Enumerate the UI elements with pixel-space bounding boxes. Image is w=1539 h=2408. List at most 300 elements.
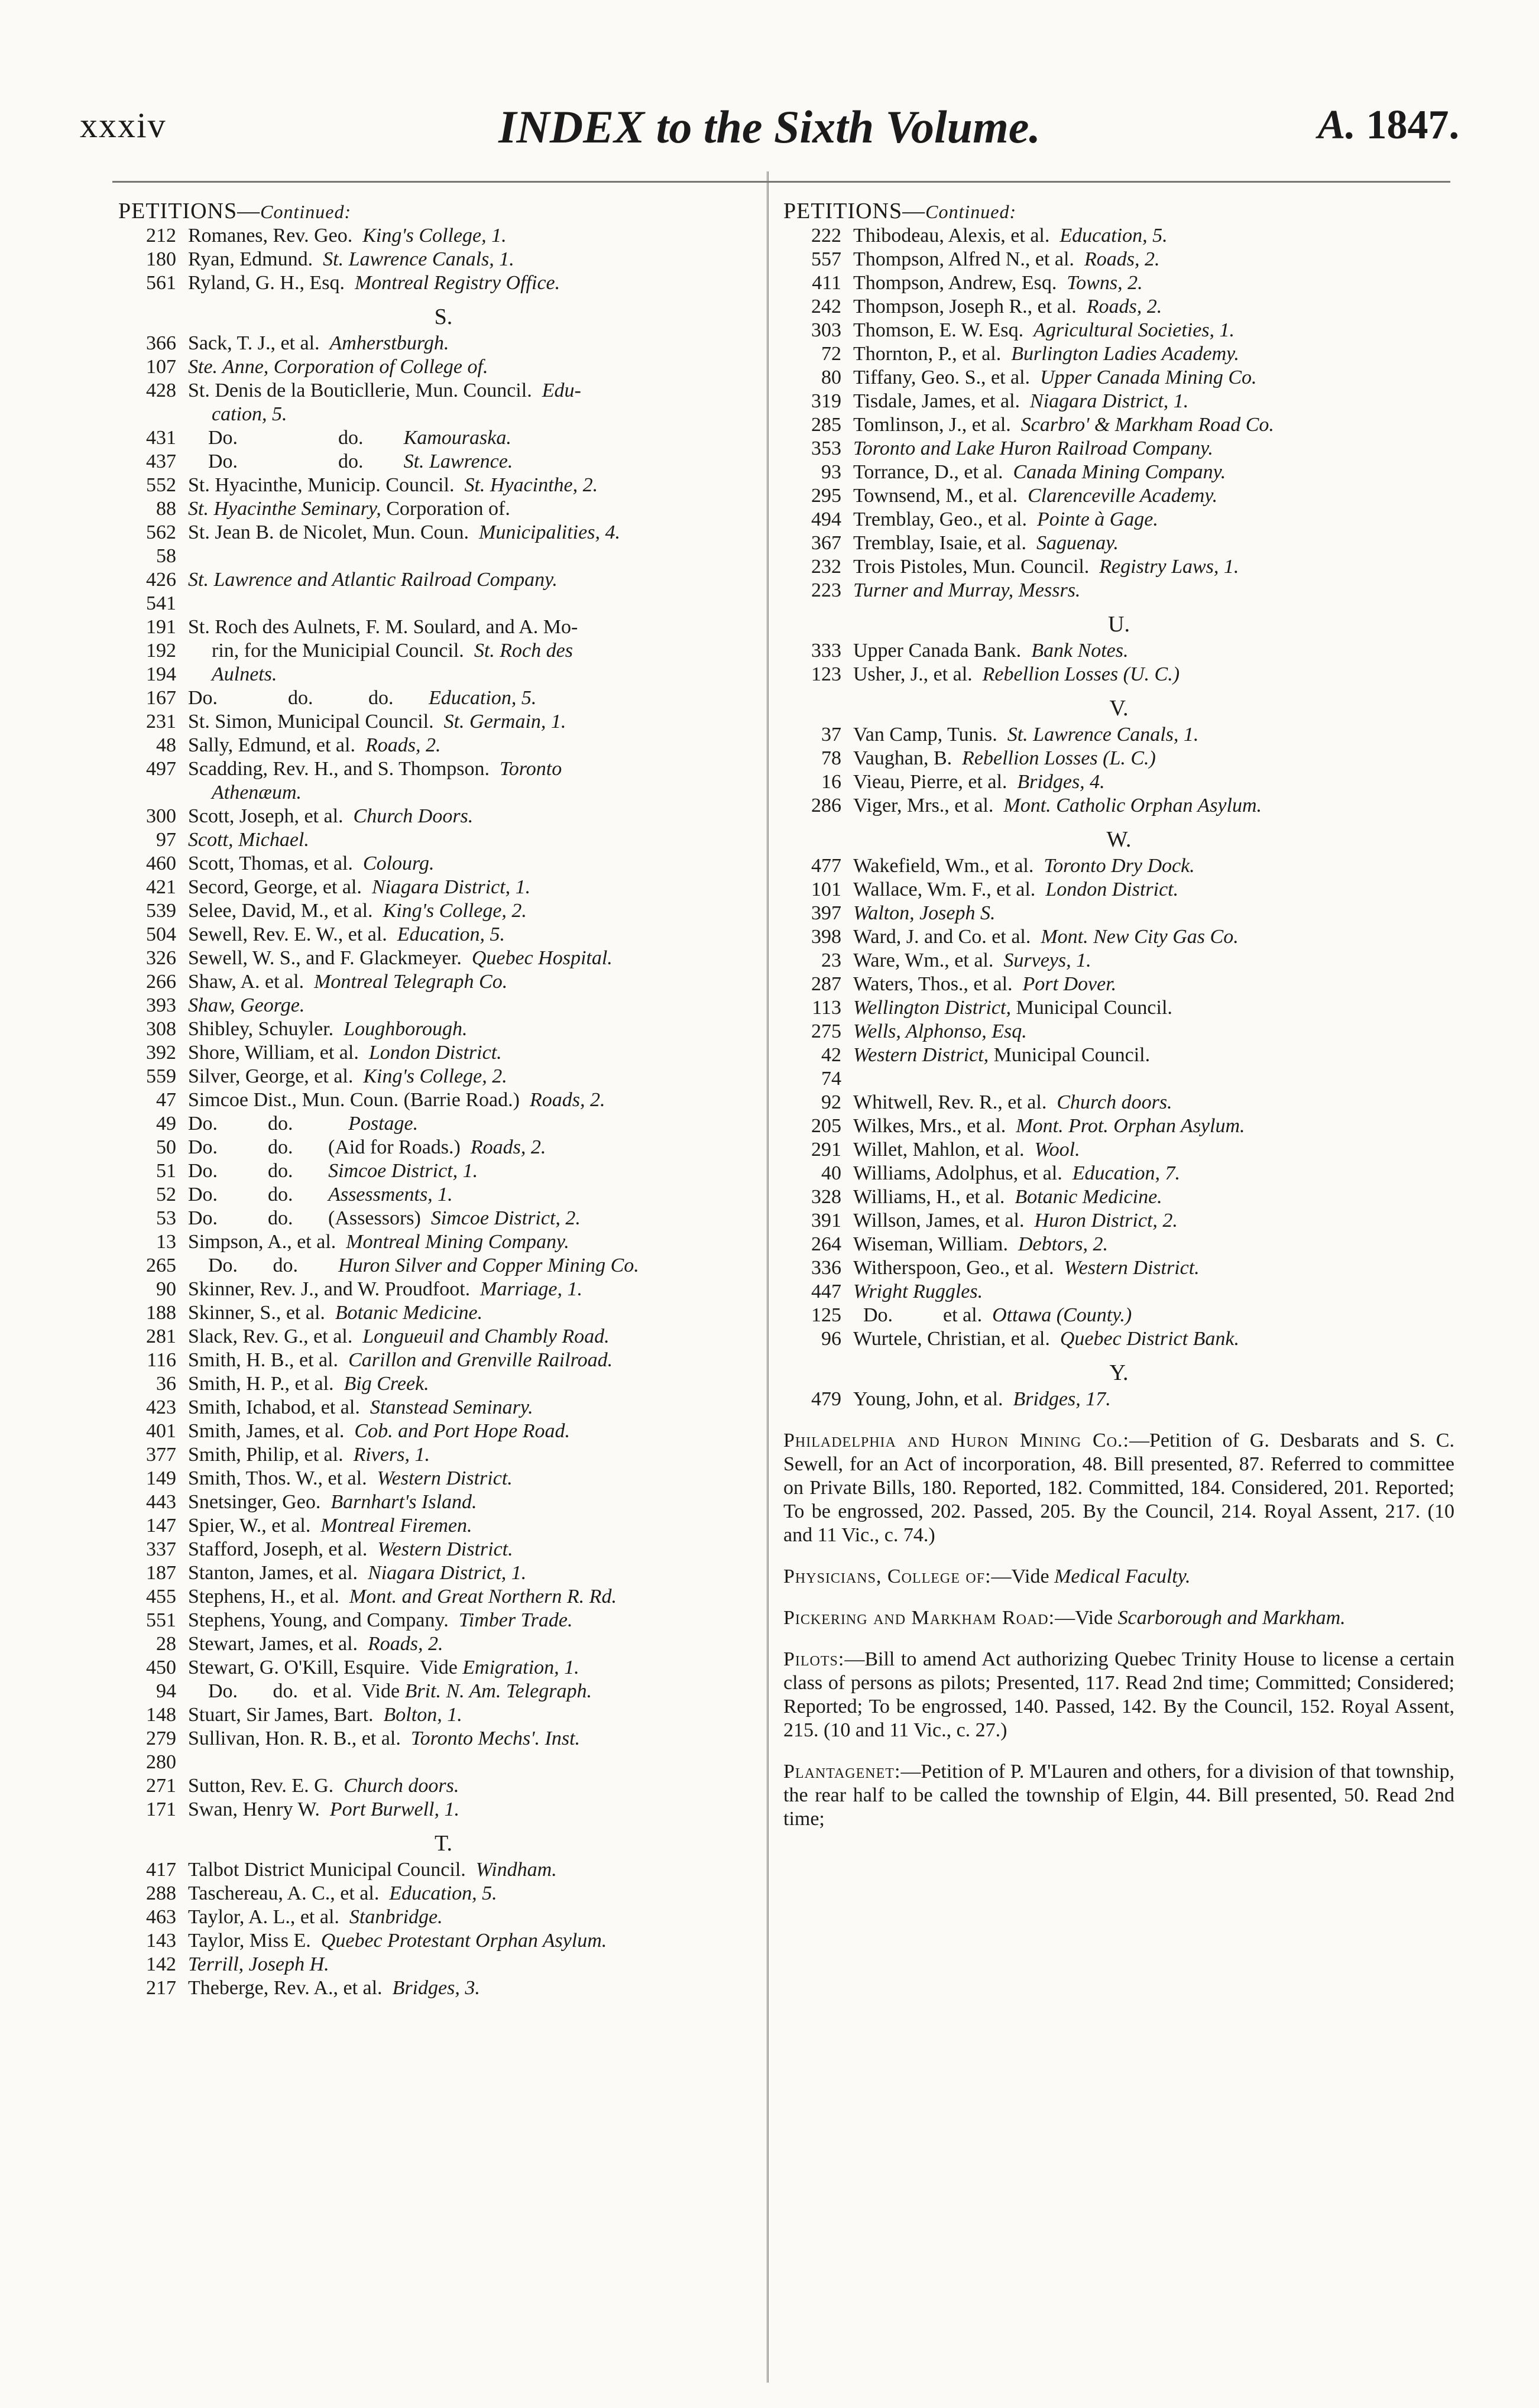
entry-subject: Stanbridge. [349, 1906, 443, 1928]
subject-paragraphs [783, 1429, 1454, 1831]
entry-text [853, 508, 1454, 531]
entry-name: rin, for the Municipial Council. [212, 640, 474, 662]
index-entry [783, 1233, 1454, 1256]
entry-text [853, 1114, 1454, 1138]
entry-text [853, 319, 1454, 342]
index-entry [118, 497, 769, 521]
entry-subject: Shaw, George. [188, 994, 305, 1016]
entry-name: Scadding, Rev. H., and S. Thompson. [188, 758, 500, 780]
index-entry [783, 461, 1454, 484]
entry-name: Tomlinson, J., et al. [853, 414, 1021, 436]
entry-name: Spier, W., et al. [188, 1515, 321, 1537]
entry-subject: Pointe à Gage. [1036, 508, 1158, 530]
entry-text [188, 1561, 769, 1585]
entry-name: Selee, David, M., et al. [188, 900, 383, 922]
entry-page-number: 286 [811, 795, 841, 816]
entry-text [188, 1041, 769, 1065]
index-entry [783, 531, 1454, 555]
index-entry [118, 1372, 769, 1396]
entry-page-number: 392 [146, 1042, 176, 1064]
index-entry [783, 579, 1454, 602]
index-entry [118, 686, 769, 710]
entry-name: Scott, Joseph, et al. [188, 805, 354, 827]
index-entry [118, 1254, 769, 1278]
entry-subject: London District. [368, 1042, 502, 1064]
entry-page-number: 336 [811, 1257, 841, 1279]
entry-name: Thornton, P., et al. [853, 343, 1012, 365]
right-section-heading [783, 198, 1454, 224]
entry-name: Taylor, Miss E. [188, 1930, 321, 1952]
entry-name: Stafford, Joseph, et al. [188, 1538, 378, 1560]
entry-page-number: 148 [146, 1704, 176, 1726]
entry-page-number: 557 [811, 248, 841, 270]
entry-subject: Towns, 2. [1067, 272, 1143, 294]
entry-page-number [118, 781, 188, 805]
entry-page-number: 437 [146, 451, 176, 472]
entry-subject: St. Lawrence. [403, 451, 513, 472]
entry-text [188, 947, 769, 970]
entry-text [853, 366, 1454, 390]
entry-subject: Church Doors. [353, 805, 474, 827]
entry-page-number: 88 [156, 498, 176, 520]
index-entry [783, 555, 1454, 579]
entry-text [188, 1183, 769, 1207]
entry-name: Wallace, Wm. F., et al. [853, 879, 1046, 900]
index-entry [118, 876, 769, 899]
entry-subject: Roads, 2. [1086, 296, 1162, 317]
right-entry-list [783, 224, 1454, 1411]
entry-name: Shaw, A. et al. [188, 971, 315, 993]
entry-name: Thibodeau, Alexis, et al. [853, 225, 1060, 247]
entry-text [853, 1280, 1454, 1304]
index-entry [783, 295, 1454, 319]
index-entry [118, 271, 769, 295]
entry-subject: Wellington District, [853, 997, 1016, 1019]
entry-page-number: 401 [146, 1420, 176, 1442]
index-entry [118, 224, 769, 248]
index-entry [118, 1680, 769, 1703]
entry-page-number: 51 [156, 1160, 176, 1182]
entry-page-number: 192 [146, 640, 176, 662]
index-entry [118, 1301, 769, 1325]
entry-name: Romanes, Rev. Geo. [188, 225, 363, 247]
entry-text [188, 734, 769, 757]
entry-subject: St. Lawrence Canals, 1. [323, 248, 514, 270]
index-entry [783, 1043, 1454, 1067]
entry-name: Stephens, H., et al. [188, 1586, 349, 1608]
entry-text [188, 355, 769, 379]
entry-subject: Marriage, 1. [480, 1278, 582, 1300]
entry-subject: Mont. and Great Northern R. Rd. [349, 1586, 617, 1608]
index-entry [118, 1976, 769, 2000]
subject-heading: Plantagenet: [783, 1761, 901, 1782]
index-entry [118, 1656, 769, 1680]
index-entry [118, 1325, 769, 1349]
entry-page-number: 497 [146, 758, 176, 780]
entry-subject: Bolton, 1. [383, 1704, 462, 1726]
index-entry [783, 319, 1454, 342]
entry-subject: Emigration, 1. [462, 1657, 579, 1678]
entry-page-number: 477 [811, 855, 841, 877]
entry-page-number: 74 [821, 1068, 841, 1090]
entry-name: Simpson, A., et al. [188, 1231, 346, 1253]
entry-page-number: 561 [146, 272, 176, 294]
entry-name: St. Hyacinthe, Municip. Council. [188, 474, 465, 496]
index-entry [783, 484, 1454, 508]
entry-page-number: 187 [146, 1562, 176, 1584]
running-year [1318, 102, 1459, 149]
entry-text [188, 994, 769, 1017]
subject-entry [783, 1648, 1454, 1742]
index-entry [783, 390, 1454, 413]
entry-page-number: 367 [811, 532, 841, 554]
index-entry [118, 1183, 769, 1207]
entry-subject: Botanic Medicine. [335, 1302, 483, 1324]
entry-page-number: 455 [146, 1586, 176, 1608]
entry-suffix: Municipal Council. [1016, 997, 1172, 1019]
entry-text [188, 1136, 769, 1159]
entry-subject: Surveys, 1. [1003, 949, 1091, 971]
entry-name: Vaughan, B. [853, 747, 963, 769]
entry-name: Silver, George, et al. [188, 1065, 364, 1087]
year-prefix: A. [1317, 102, 1356, 148]
index-entry [118, 545, 769, 568]
entry-text [853, 949, 1454, 973]
right-section-cont: Continued: [925, 201, 1017, 222]
index-entry [783, 1138, 1454, 1162]
subject-reference: Medical Faculty. [1054, 1566, 1191, 1587]
entry-text [188, 248, 769, 271]
entry-subject: King's College, 1. [362, 225, 507, 247]
subject-entry [783, 1606, 1454, 1630]
entry-page-number: 353 [811, 437, 841, 459]
index-entry [118, 332, 769, 355]
entry-subject: Bridges, 3. [392, 1977, 480, 1999]
entry-subject: Education, 5. [397, 923, 506, 945]
index-entry [118, 970, 769, 994]
entry-page-number: 288 [146, 1882, 176, 1904]
subject-heading: Pickering and Markham Road: [783, 1607, 1055, 1629]
entry-subject: Niagara District, 1. [371, 876, 531, 898]
entry-text [853, 663, 1454, 686]
entry-text [188, 757, 769, 781]
entry-text [188, 497, 769, 521]
entry-subject: Brit. N. Am. Telegraph. [404, 1680, 592, 1702]
entry-page-number: 450 [146, 1657, 176, 1678]
entry-subject: Saguenay. [1036, 532, 1119, 554]
entry-subject: Carillon and Grenville Railroad. [348, 1349, 613, 1371]
entry-page-number: 232 [811, 556, 841, 578]
entry-name: Taylor, A. L., et al. [188, 1906, 349, 1928]
entry-page-number: 107 [146, 356, 176, 378]
entry-page-number: 291 [811, 1139, 841, 1161]
entry-page-number: 123 [811, 663, 841, 685]
entry-subject: cation, 5. [212, 403, 287, 425]
index-entry [783, 342, 1454, 366]
entry-subject: St. Germain, 1. [443, 711, 566, 733]
entry-name: Smith, H. P., et al. [188, 1373, 344, 1395]
index-entry [118, 947, 769, 970]
entry-text [188, 1301, 769, 1325]
entry-subject: Rivers, 1. [353, 1444, 430, 1466]
entry-name: Tremblay, Isaie, et al. [853, 532, 1037, 554]
entry-page-number: 205 [811, 1115, 841, 1137]
entry-name: Sullivan, Hon. R. B., et al. [188, 1728, 411, 1749]
index-entry [118, 1703, 769, 1727]
entry-page-number: 212 [146, 225, 176, 247]
entry-name: Vieau, Pierre, et al. [853, 771, 1018, 793]
entry-subject: Amherstburgh. [329, 332, 449, 354]
entry-text [853, 770, 1454, 794]
entry-name: Thompson, Joseph R., et al. [853, 296, 1087, 317]
index-entry [783, 248, 1454, 271]
entry-page-number: 217 [146, 1977, 176, 1999]
entry-name: Slack, Rev. G., et al. [188, 1325, 363, 1347]
subject-body: —Petition of P. M'Lauren and others, for a division of that township, the rear half to be called the township of Elgin, 44. Bill presented, 50. Read 2nd time; [783, 1761, 1454, 1830]
entry-page-number: 280 [146, 1751, 176, 1773]
entry-text [853, 723, 1454, 747]
subject-heading: Pilots: [783, 1648, 845, 1670]
entry-name: Do. do. [188, 1184, 329, 1205]
entry-name: Skinner, Rev. J., and W. Proudfoot. [188, 1278, 481, 1300]
entry-text [188, 1727, 769, 1751]
entry-page-number: 93 [821, 461, 841, 483]
entry-text [853, 342, 1454, 366]
entry-page-number: 49 [156, 1113, 176, 1135]
entry-page-number: 431 [146, 427, 176, 449]
entry-text [188, 1929, 769, 1953]
entry-name: Young, John, et al. [853, 1388, 1013, 1410]
index-entry [783, 437, 1454, 461]
entry-name: Do. do. [188, 427, 404, 449]
entry-subject: Windham. [475, 1859, 557, 1881]
left-section-label: PETITIONS— [118, 199, 261, 223]
entry-page-number: 36 [156, 1373, 176, 1395]
index-entry [118, 592, 769, 615]
entry-name: Do. do. [188, 1160, 329, 1182]
entry-text [188, 1703, 769, 1727]
entry-text [853, 747, 1454, 770]
entry-subject: Education, 7. [1072, 1162, 1180, 1184]
index-entry [783, 1185, 1454, 1209]
index-entry [783, 413, 1454, 437]
entry-text [188, 1467, 769, 1490]
index-entry [783, 508, 1454, 531]
entry-name: Shore, William, et al. [188, 1042, 369, 1064]
entry-name: Stewart, G. O'Kill, Esquire. Vide [188, 1657, 463, 1678]
entry-name: Willson, James, et al. [853, 1210, 1035, 1231]
entry-subject: Quebec Protestant Orphan Asylum. [320, 1930, 607, 1952]
entry-text [188, 332, 769, 355]
entry-subject: Montreal Telegraph Co. [314, 971, 508, 993]
entry-page-number: 479 [811, 1388, 841, 1410]
entry-name: Do. do. et al. Vide [188, 1680, 405, 1702]
subject-entry [783, 1429, 1454, 1547]
entry-text [853, 295, 1454, 319]
entry-page-number: 281 [146, 1325, 176, 1347]
index-entry [118, 734, 769, 757]
entry-text [853, 1327, 1454, 1351]
entry-text [188, 852, 769, 876]
index-entry [118, 1207, 769, 1230]
entry-page-number: 333 [811, 640, 841, 662]
index-entry [118, 1585, 769, 1609]
entry-page-number: 393 [146, 994, 176, 1016]
entry-name: Snetsinger, Geo. [188, 1491, 331, 1513]
entry-subject: Toronto Dry Dock. [1044, 855, 1195, 877]
entry-text [188, 686, 769, 710]
entry-page-number: 266 [146, 971, 176, 993]
subject-body: —Vide [991, 1566, 1055, 1587]
entry-page-number: 167 [146, 687, 176, 709]
entry-subject: Church doors. [344, 1775, 459, 1797]
entry-subject: Mont. Catholic Orphan Asylum. [1003, 795, 1262, 816]
entry-subject: King's College, 2. [363, 1065, 507, 1087]
entry-subject: Rebellion Losses (L. C.) [962, 747, 1156, 769]
entry-subject: St. Roch des [474, 640, 573, 662]
entry-subject: Registry Laws, 1. [1099, 556, 1239, 578]
entry-page-number: 101 [811, 879, 841, 900]
entry-page-number: 552 [146, 474, 176, 496]
index-entry [118, 1467, 769, 1490]
index-entry [783, 1067, 1454, 1091]
entry-text [188, 1976, 769, 2000]
entry-subject: Longueuil and Chambly Road. [362, 1325, 610, 1347]
entry-text [853, 413, 1454, 437]
entry-name: Willet, Mahlon, et al. [853, 1139, 1035, 1161]
entry-page-number: 191 [146, 616, 176, 638]
entry-page-number: 308 [146, 1018, 176, 1040]
entry-page-number: 541 [146, 592, 176, 614]
entry-name: Thompson, Alfred N., et al. [853, 248, 1084, 270]
entry-subject: Aulnets. [212, 663, 277, 685]
entry-name: Simcoe Dist., Mun. Coun. (Barrie Road.) [188, 1089, 530, 1111]
entry-text [188, 450, 769, 474]
entry-text [853, 854, 1454, 878]
entry-page-number: 279 [146, 1728, 176, 1749]
subject-entry [783, 1565, 1454, 1589]
index-entry [783, 723, 1454, 747]
entry-name: Sewell, W. S., and F. Glackmeyer. [188, 947, 472, 969]
entry-text [188, 710, 769, 734]
index-entry [118, 1419, 769, 1443]
entry-subject: Toronto and Lake Huron Railroad Company. [853, 437, 1213, 459]
entry-name: Do. do. [188, 1113, 349, 1135]
entry-text [188, 403, 769, 426]
subject-entry [783, 1760, 1454, 1831]
entry-text [853, 1138, 1454, 1162]
entry-page-number: 559 [146, 1065, 176, 1087]
index-entry [118, 710, 769, 734]
letter-heading: V. [1109, 696, 1129, 721]
entry-text [853, 531, 1454, 555]
entry-subject: King's College, 2. [383, 900, 527, 922]
entry-subject: Municipalities, 4. [479, 521, 620, 543]
entry-page-number: 188 [146, 1302, 176, 1324]
entry-text [853, 1043, 1454, 1067]
entry-subject: London District. [1045, 879, 1179, 900]
entry-text [853, 1233, 1454, 1256]
entry-page-number: 271 [146, 1775, 176, 1797]
entry-name: Stuart, Sir James, Bart. [188, 1704, 384, 1726]
entry-page-number: 28 [156, 1633, 176, 1655]
index-entry [118, 828, 769, 852]
entry-name: Do. et al. [853, 1304, 993, 1326]
letter-heading: S. [434, 304, 453, 329]
entry-name: Van Camp, Tunis. [853, 724, 1007, 746]
entry-name: Trois Pistoles, Mun. Council. [853, 556, 1100, 578]
entry-name: St. Jean B. de Nicolet, Mun. Coun. [188, 521, 479, 543]
entry-text [853, 639, 1454, 663]
entry-text [853, 996, 1454, 1020]
entry-text [853, 484, 1454, 508]
entry-name: Smith, Thos. W., et al. [188, 1467, 377, 1489]
index-entry [118, 379, 769, 403]
entry-subject: Port Burwell, 1. [329, 1798, 459, 1820]
index-entry [783, 1114, 1454, 1138]
entry-subject: Debtors, 2. [1018, 1233, 1109, 1255]
entry-page-number: 223 [811, 579, 841, 601]
entry-page-number: 50 [156, 1136, 176, 1158]
entry-text [188, 615, 769, 639]
index-entry [783, 1091, 1454, 1114]
entry-name: Viger, Mrs., et al. [853, 795, 1004, 816]
entry-page-number: 300 [146, 805, 176, 827]
entry-subject: Education, 5. [429, 687, 537, 709]
entry-page-number: 58 [156, 545, 176, 567]
entry-name: Sutton, Rev. E. G. [188, 1775, 344, 1797]
index-entry [783, 1020, 1454, 1043]
index-entry [118, 1349, 769, 1372]
entry-subject: Burlington Ladies Academy. [1011, 343, 1239, 365]
index-entry [783, 1327, 1454, 1351]
right-section-label: PETITIONS— [783, 199, 926, 223]
entry-page-number: 90 [156, 1278, 176, 1300]
entry-subject: Quebec District Bank. [1060, 1328, 1239, 1350]
index-entry [783, 639, 1454, 663]
index-entry [118, 781, 769, 805]
entry-name: Taschereau, A. C., et al. [188, 1882, 390, 1904]
entry-text [188, 521, 769, 545]
entry-page-number: 447 [811, 1281, 841, 1302]
index-entry [118, 1882, 769, 1905]
subject-body: —Bill to amend Act authorizing Quebec Trinity House to license a certain class of persons as pilots; Presented, 117. Read 2nd time; Committed; Considered; Reported; To be engrossed, 140. Passed, 142. By the Council, 152. Royal Assent, 215. (10 and 11 Vic., c. 27.) [783, 1648, 1454, 1741]
index-entry [118, 663, 769, 686]
index-entry [118, 1632, 769, 1656]
entry-subject: Cob. and Port Hope Road. [354, 1420, 570, 1442]
entry-page-number: 147 [146, 1515, 176, 1537]
entry-page-number: 328 [811, 1186, 841, 1208]
index-entry [118, 805, 769, 828]
subject-body: —Petition of G. Desbarats and S. C. Sewell, for an Act of incorporation, 48. Bill presented, 87. Referred to committee on Private Bills, 180. Reported, 182. Committed, 184. Considered, 201. Reported; To be engrossed, 202. Passed, 205. By the Council, 214. Royal Assent, 217. (10 and 11 Vic., c. 74.) [783, 1430, 1454, 1546]
entry-text [188, 1490, 769, 1514]
entry-text [853, 1185, 1454, 1209]
index-entry [118, 1905, 769, 1929]
entry-text [188, 1882, 769, 1905]
entry-name: Do. do. [188, 1255, 339, 1276]
entry-page-number: 539 [146, 900, 176, 922]
entry-text [188, 899, 769, 923]
entry-subject: Timber Trade. [458, 1609, 573, 1631]
letter-heading: W. [1106, 827, 1132, 852]
index-entry [783, 1162, 1454, 1185]
entry-subject: St. Hyacinthe Seminary, [188, 498, 387, 520]
entry-page-number: 398 [811, 926, 841, 948]
entry-page-number: 231 [146, 711, 176, 733]
entry-page-number: 116 [147, 1349, 176, 1371]
letter-heading: T. [435, 1831, 452, 1856]
entry-page-number: 72 [821, 343, 841, 365]
